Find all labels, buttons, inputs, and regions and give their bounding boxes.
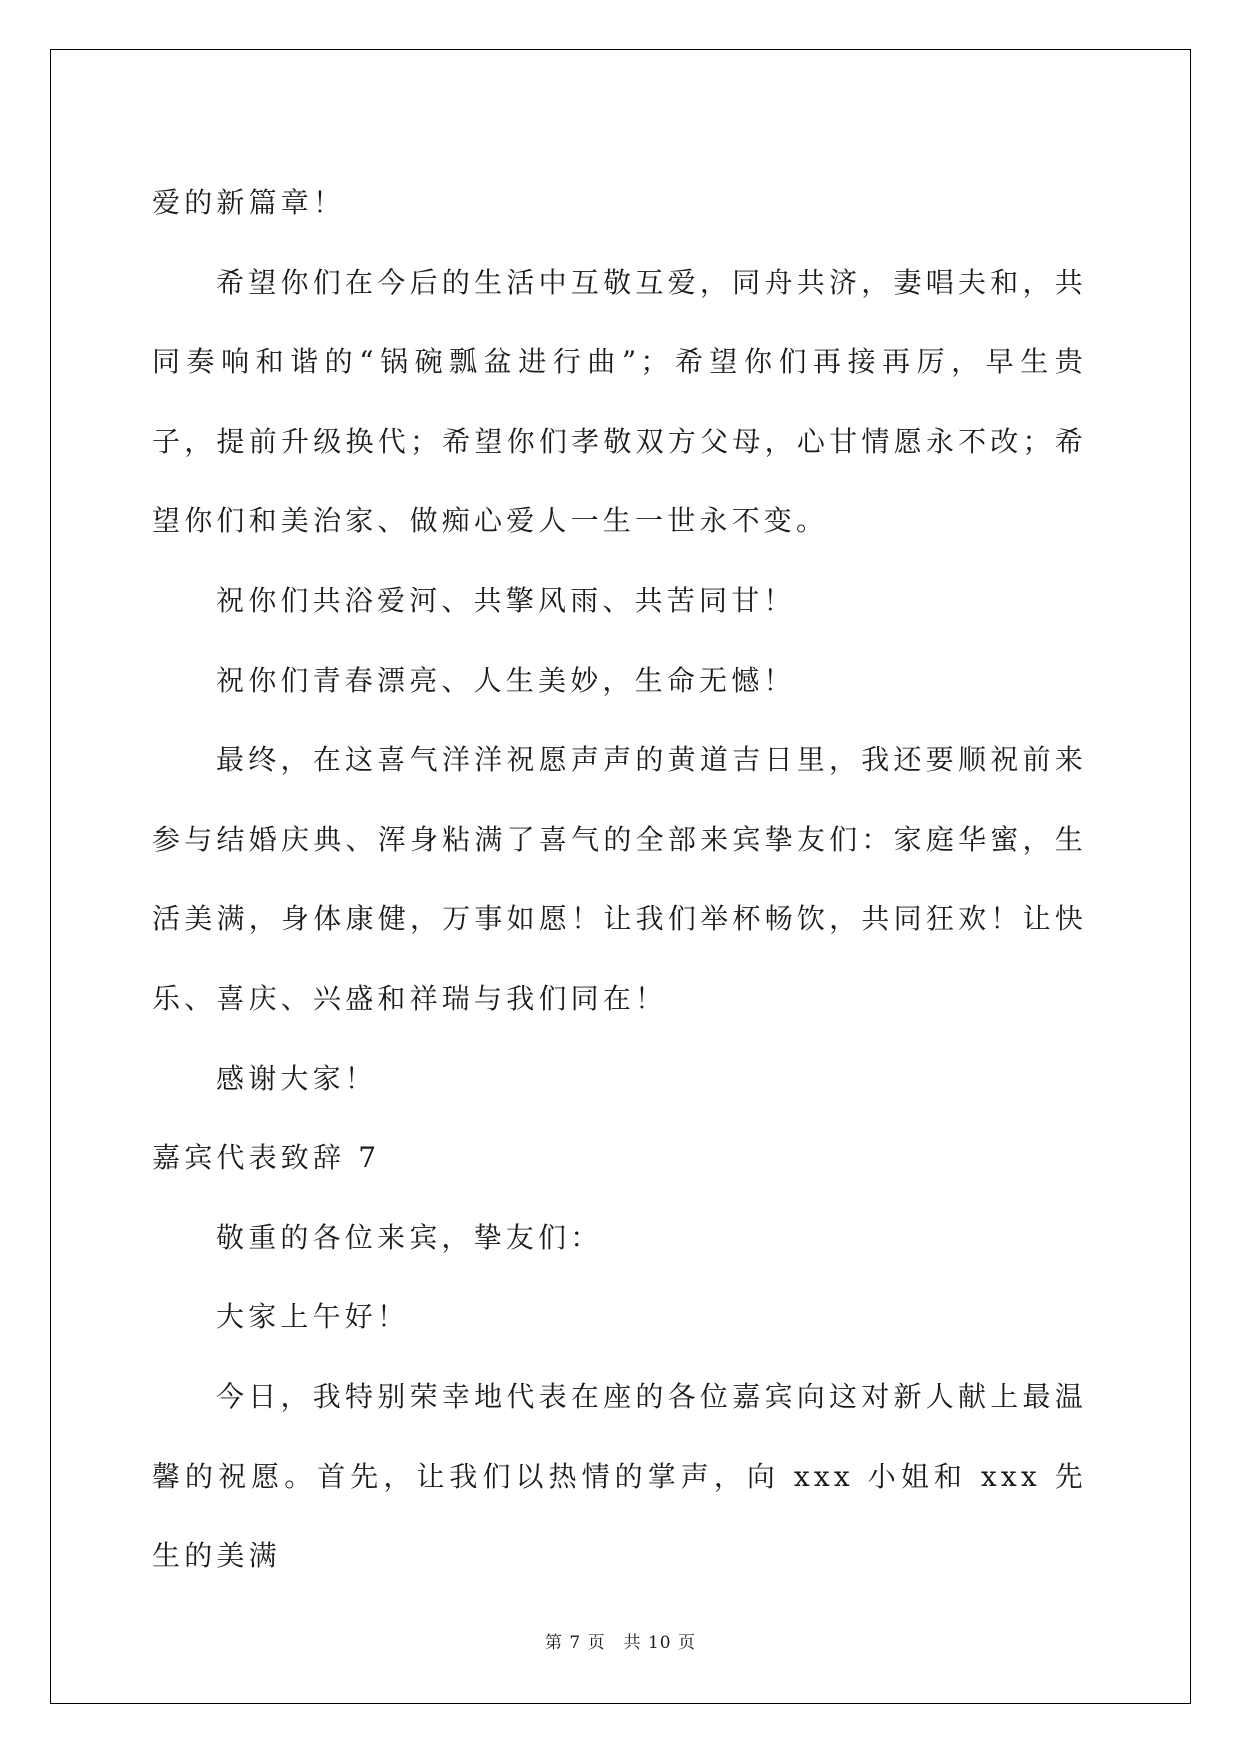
paragraph-continuation: 爱的新篇章！: [152, 186, 346, 219]
paragraph-thanks: 感谢大家！: [216, 1061, 378, 1095]
paragraph-greeting: 大家上午好！: [216, 1300, 410, 1334]
page-number-footer: 第 7 页 共 10 页: [544, 1633, 697, 1653]
paragraph-opening: 今日，我特别荣幸地代表在座的各位嘉宾向这对新人献上最温馨的祝愿。首先，让我们以热情的掌声，向 xxx 小姐和 xxx 先生的美满: [152, 1379, 1087, 1573]
paragraph-blessing-1: 祝你们共浴爱河、共擎风雨、共苦同甘！: [216, 583, 796, 617]
document-body: [152, 163, 1087, 1596]
paragraph-closing-wishes: 最终，在这喜气洋洋祝愿声声的黄道吉日里，我还要顺祝前来参与结婚庆典、浑身粘满了喜气的全部来宾挚友们：家庭华蜜，生活美满，身体康健，万事如愿！让我们举杯畅饮，共同狂欢！让快乐、喜庆、兴盛和祥瑞与我们同在！: [152, 743, 1087, 1015]
paragraph-salutation: 敬重的各位来宾，挚友们：: [216, 1220, 603, 1254]
paragraph-blessing-2: 祝你们青春漂亮、人生美妙，生命无憾！: [216, 663, 796, 697]
section-heading: 嘉宾代表致辞 7: [152, 1141, 381, 1175]
paragraph-wishes: 希望你们在今后的生活中互敬互爱，同舟共济，妻唱夫和，共同奏响和谐的“锅碗瓢盆进行曲”；希望你们再接再厉，早生贵子，提前升级换代；希望你们孝敬双方父母，心甘情愿永不改；希望你们和美治家、做痴心爱人一生一世永不变。: [152, 265, 1087, 538]
